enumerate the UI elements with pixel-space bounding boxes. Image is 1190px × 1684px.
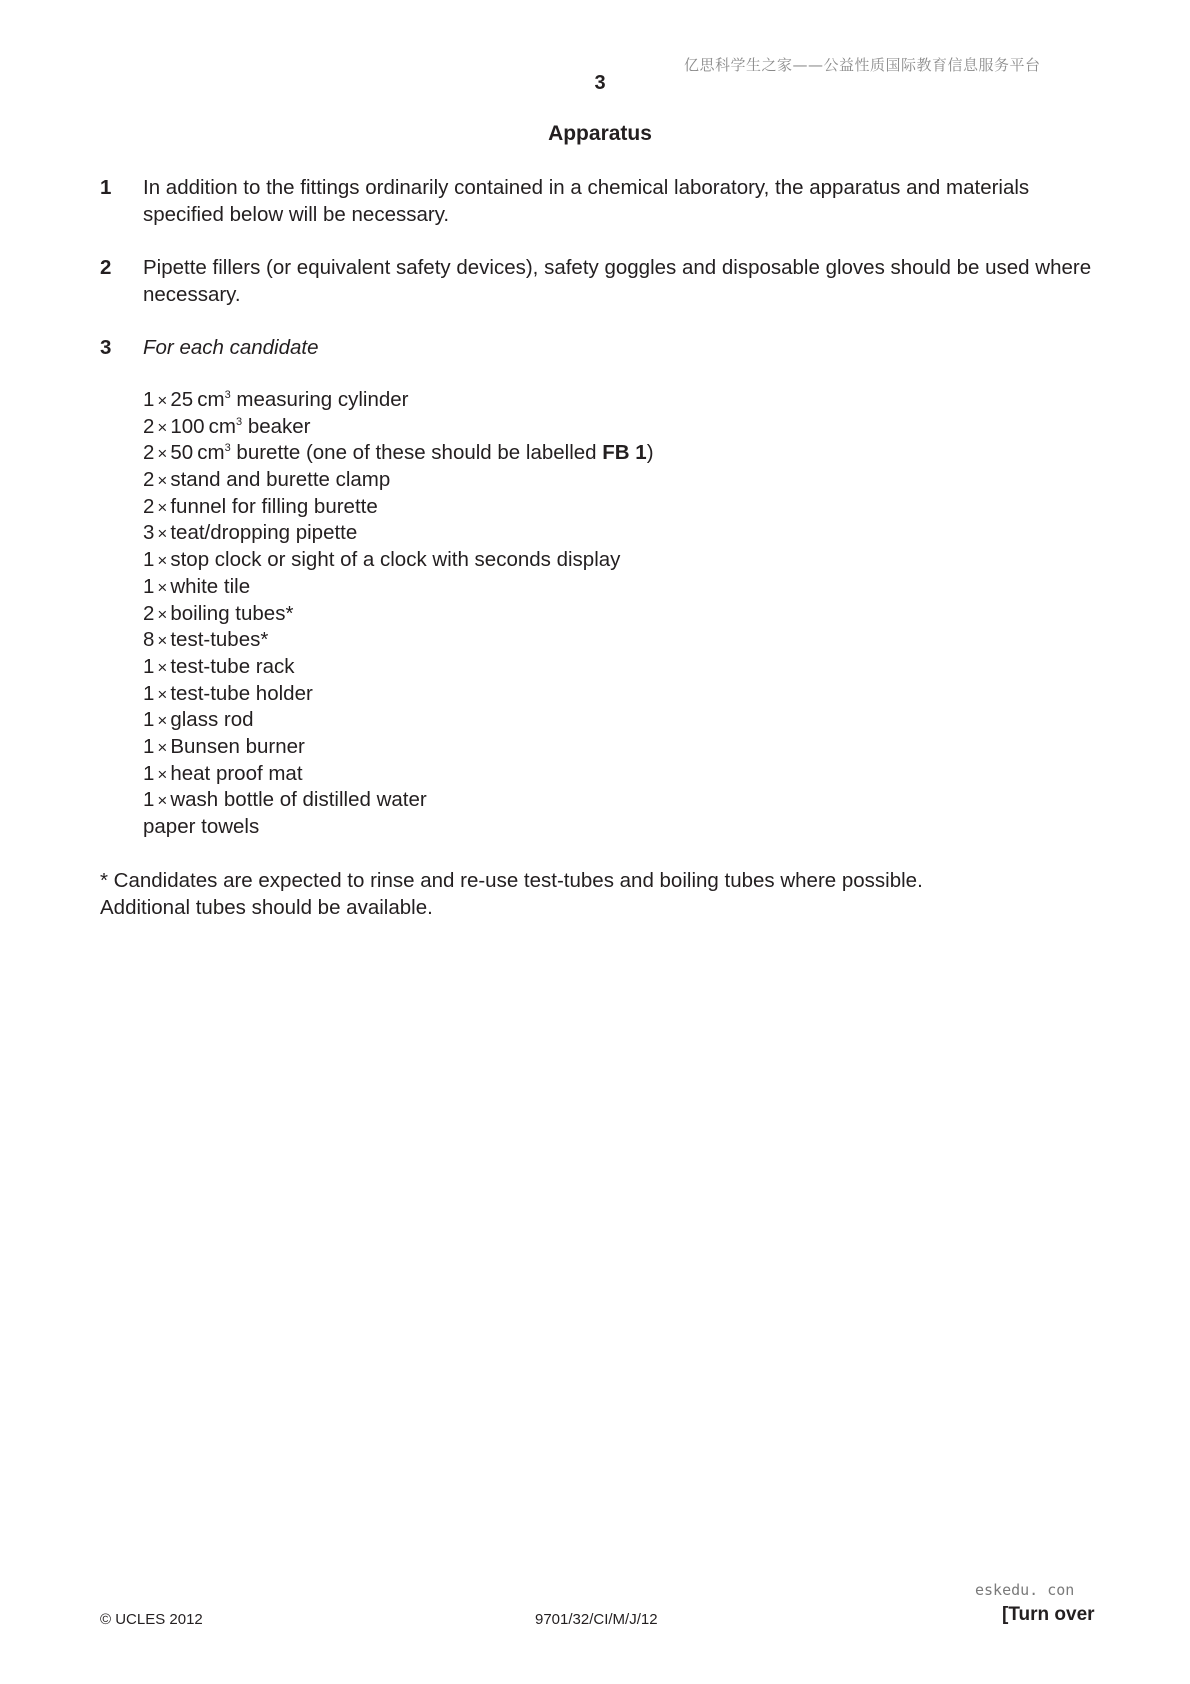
apparatus-text: paper towels [143, 815, 260, 838]
copyright-notice: © UCLES 2012 [100, 1611, 203, 1628]
apparatus-qty: 1 [143, 654, 155, 678]
item-number: 2 [100, 256, 112, 279]
apparatus-amount: 100 [170, 414, 205, 438]
apparatus-qty: 8 [143, 628, 155, 652]
unit-cm: cm [197, 441, 225, 465]
times-sign: × [157, 524, 168, 544]
apparatus-qty: 1 [143, 734, 155, 758]
apparatus-text: stand and burette clamp [170, 468, 391, 492]
instruction-item-2 [100, 254, 1100, 308]
apparatus-item [143, 761, 1100, 788]
footnote [100, 867, 1100, 921]
times-sign: × [157, 417, 168, 437]
burette-label: FB 1 [602, 441, 647, 465]
apparatus-item [143, 601, 1100, 628]
apparatus-item [143, 707, 1100, 734]
apparatus-qty: 2 [143, 494, 155, 518]
item-text: For each candidate [143, 336, 319, 359]
watermark-text: 亿思科学生之家——公益性质国际教育信息服务平台 [684, 56, 1041, 74]
apparatus-item [143, 787, 1100, 814]
apparatus-item [143, 440, 1100, 467]
apparatus-text: teat/dropping pipette [170, 521, 358, 545]
apparatus-qty: 2 [143, 601, 155, 625]
apparatus-text: wash bottle of distilled water [170, 788, 427, 812]
times-sign: × [157, 711, 168, 731]
apparatus-text: burette (one of these should be labelled [236, 441, 597, 465]
footnote-line: Additional tubes should be available. [100, 895, 433, 919]
apparatus-item [143, 494, 1100, 521]
apparatus-qty: 2 [143, 468, 155, 492]
times-sign: × [157, 684, 168, 704]
apparatus-item [143, 414, 1100, 441]
apparatus-text: measuring cylinder [236, 388, 409, 411]
times-sign: × [157, 551, 168, 571]
unit-cubed: 3 [224, 442, 231, 455]
times-sign: × [157, 631, 168, 651]
unit-cm: cm [208, 414, 236, 438]
closing-paren: ) [646, 441, 654, 465]
apparatus-text: test-tube rack [170, 654, 295, 678]
apparatus-item [143, 654, 1100, 681]
unit-cubed: 3 [224, 389, 231, 401]
apparatus-item [143, 681, 1100, 708]
apparatus-qty: 3 [143, 521, 155, 545]
paper-code: 9701/32/CI/M/J/12 [535, 1611, 658, 1628]
apparatus-text: test-tubes* [170, 628, 269, 652]
unit-cubed: 3 [236, 415, 243, 428]
apparatus-qty: 1 [143, 681, 155, 705]
apparatus-item [143, 574, 1100, 601]
apparatus-qty: 1 [143, 574, 155, 598]
item-text: In addition to the fittings ordinarily contained in a chemical laboratory, the apparatus and materials specified below will be necessary. [143, 176, 1030, 226]
apparatus-text: Bunsen burner [170, 734, 305, 758]
apparatus-qty: 1 [143, 788, 155, 812]
apparatus-qty: 1 [143, 761, 155, 785]
apparatus-qty: 2 [143, 441, 155, 465]
times-sign: × [157, 444, 168, 464]
apparatus-text: white tile [170, 574, 251, 598]
times-sign: × [157, 497, 168, 517]
apparatus-text: test-tube holder [170, 681, 313, 705]
footnote-line: * Candidates are expected to rinse and re-use test-tubes and boiling tubes where possible. [100, 868, 923, 892]
times-sign: × [157, 791, 168, 811]
apparatus-text: beaker [247, 414, 311, 438]
apparatus-item [143, 627, 1100, 654]
times-sign: × [157, 577, 168, 597]
page-heading: Apparatus [548, 122, 652, 145]
apparatus-amount: 25 [170, 388, 194, 411]
apparatus-text: boiling tubes* [170, 601, 294, 625]
instruction-item-3 [100, 334, 1100, 361]
apparatus-text: glass rod [170, 708, 254, 732]
site-watermark: eskedu. con [975, 1581, 1075, 1599]
page-number: 3 [594, 72, 606, 94]
apparatus-item [143, 814, 1100, 841]
times-sign: × [157, 391, 168, 410]
apparatus-item [143, 734, 1100, 761]
apparatus-item [143, 547, 1100, 574]
item-number: 3 [100, 336, 112, 359]
apparatus-item [143, 467, 1100, 494]
apparatus-qty: 1 [143, 708, 155, 732]
unit-cm: cm [197, 388, 225, 411]
apparatus-text: funnel for filling burette [170, 494, 378, 518]
apparatus-item [143, 387, 1100, 414]
apparatus-item [143, 520, 1100, 547]
times-sign: × [157, 764, 168, 784]
times-sign: × [157, 604, 168, 624]
apparatus-qty: 2 [143, 414, 155, 438]
item-text: Pipette fillers (or equivalent safety devices), safety goggles and disposable gloves should be used where necessary. [143, 256, 1092, 306]
apparatus-text: stop clock or sight of a clock with seconds display [170, 548, 621, 572]
times-sign: × [157, 471, 168, 491]
apparatus-qty: 1 [143, 548, 155, 572]
apparatus-text: heat proof mat [170, 761, 303, 785]
apparatus-amount: 50 [170, 441, 194, 465]
apparatus-qty: 1 [143, 388, 155, 411]
item-number: 1 [100, 176, 112, 199]
turn-over-notice: [Turn over [1002, 1604, 1095, 1625]
times-sign: × [157, 737, 168, 757]
apparatus-list [143, 387, 1100, 841]
instruction-item-1 [100, 174, 1100, 228]
instructions-body [100, 174, 1100, 921]
times-sign: × [157, 657, 168, 677]
